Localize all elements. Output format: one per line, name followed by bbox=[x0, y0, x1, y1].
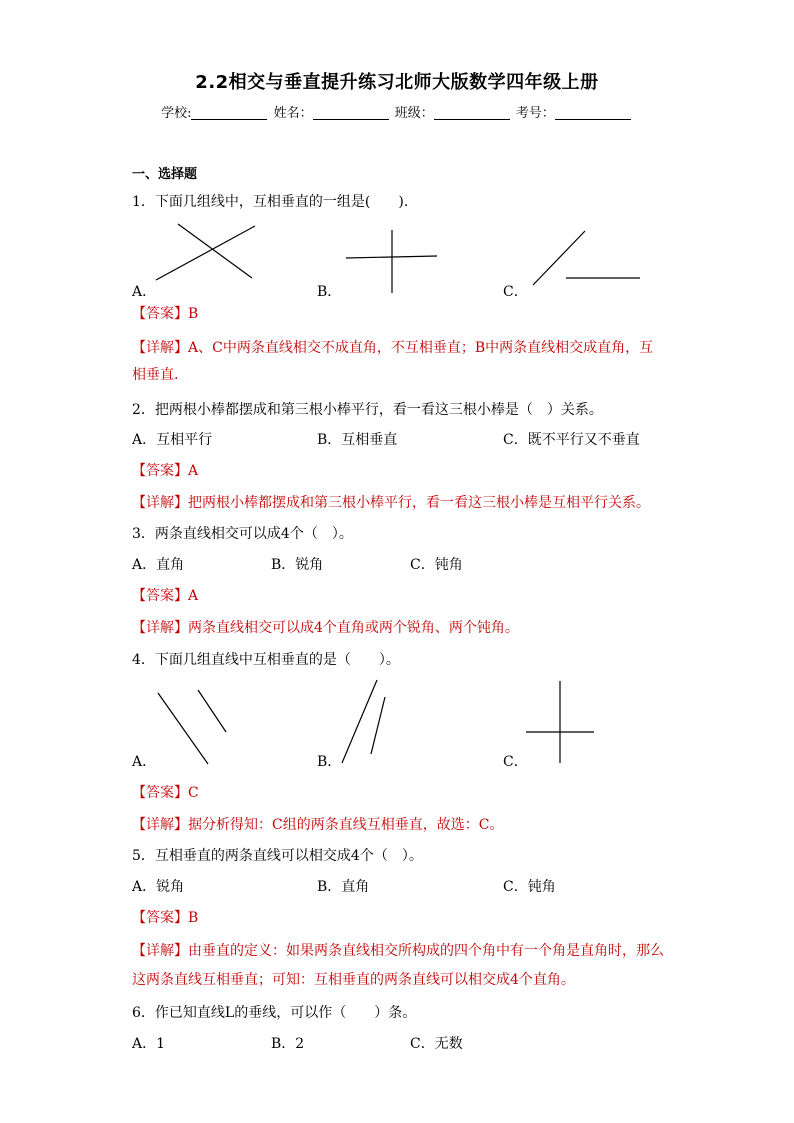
q4-a-line-2 bbox=[198, 690, 226, 732]
name-blank[interactable] bbox=[313, 105, 389, 120]
q2-detail bbox=[132, 493, 650, 513]
q3-stem: 3．两条直线相交可以成4个（ ）。 bbox=[132, 526, 353, 542]
q4-option-b[interactable]: B． bbox=[317, 754, 342, 770]
q3-detail bbox=[132, 618, 519, 638]
q2-answer-value: A bbox=[188, 463, 199, 479]
q3-option-c[interactable]: C．钝角 bbox=[410, 557, 463, 573]
q4-figure-a bbox=[150, 685, 235, 770]
page-title: 2.2相交与垂直提升练习北师大版数学四年级上册 bbox=[195, 72, 599, 93]
school-label: 学校: bbox=[161, 106, 192, 121]
q3-detail-tag: 【详解】 bbox=[132, 620, 188, 636]
q2-stem: 2．把两根小棒都摆成和第三根小棒平行，看一看这三根小棒是（ ）关系。 bbox=[132, 402, 603, 418]
class-blank[interactable] bbox=[434, 105, 510, 120]
q4-option-a[interactable]: A． bbox=[132, 754, 157, 770]
q2-answer bbox=[132, 461, 198, 481]
student-info-row bbox=[0, 102, 794, 121]
q1-figure-a bbox=[150, 220, 260, 285]
q5-detail-text-1: 由垂直的定义：如果两条直线相交所构成的四个角中有一个角是直角时，那么 bbox=[188, 943, 664, 959]
q5-option-a[interactable]: A．锐角 bbox=[132, 879, 185, 895]
q4-stem: 4．下面几组直线中互相垂直的是（ ）。 bbox=[132, 652, 400, 668]
q5-option-b[interactable]: B．直角 bbox=[317, 879, 370, 895]
q5-answer bbox=[132, 908, 198, 928]
exam-no-blank[interactable] bbox=[555, 105, 631, 120]
q5-detail-tag: 【详解】 bbox=[132, 943, 188, 959]
q1-detail-text-1: A、C中两条直线相交不成直角，不互相垂直；B中两条直线相交成直角，互 bbox=[188, 340, 654, 356]
q4-answer bbox=[132, 783, 199, 803]
q3-option-a[interactable]: A．直角 bbox=[132, 557, 185, 573]
q1-detail-line-1 bbox=[132, 338, 653, 358]
q1-answer bbox=[132, 304, 198, 324]
q2-option-c[interactable]: C．既不平行又不垂直 bbox=[503, 432, 640, 448]
q4-b-line-2 bbox=[371, 697, 385, 754]
q4-detail-tag: 【详解】 bbox=[132, 817, 188, 833]
q4-detail bbox=[132, 815, 503, 835]
q4-figure-b bbox=[335, 675, 395, 770]
q1-option-c[interactable]: C． bbox=[503, 284, 528, 300]
q1-detail-tag: 【详解】 bbox=[132, 340, 188, 356]
q1-option-b[interactable]: B． bbox=[317, 284, 342, 300]
q1-stem: 1．下面几组线中，互相垂直的一组是( ). bbox=[132, 194, 409, 210]
q5-detail-line-2: 这两条直线互相垂直；可知：互相垂直的两条直线可以相交成4个直角。 bbox=[132, 972, 575, 988]
q1-figure-b bbox=[340, 226, 440, 296]
q1-option-a[interactable]: A． bbox=[132, 284, 157, 300]
q3-answer-value: A bbox=[188, 588, 199, 604]
q1-c-slanted-line bbox=[533, 231, 585, 285]
q4-answer-value: C bbox=[188, 785, 199, 801]
q6-stem: 6．作已知直线L的垂线，可以作（ ）条。 bbox=[132, 1005, 417, 1021]
q6-option-b[interactable]: B．2 bbox=[271, 1036, 305, 1052]
q4-figure-c bbox=[520, 675, 600, 770]
q1-a-line-1 bbox=[178, 224, 252, 278]
q3-answer bbox=[132, 586, 198, 606]
section-heading: 一、选择题 bbox=[132, 167, 198, 182]
q1-answer-value: B bbox=[188, 306, 199, 322]
q1-figure-c bbox=[528, 226, 646, 291]
q4-answer-tag: 【答案】 bbox=[132, 785, 188, 801]
q1-detail-line-2: 相垂直. bbox=[132, 367, 179, 383]
q5-option-c[interactable]: C．钝角 bbox=[503, 879, 556, 895]
school-blank[interactable] bbox=[191, 105, 267, 120]
q1-answer-tag: 【答案】 bbox=[132, 306, 188, 322]
q3-answer-tag: 【答案】 bbox=[132, 588, 188, 604]
q2-option-b[interactable]: B．互相垂直 bbox=[317, 432, 398, 448]
q6-option-c[interactable]: C．无数 bbox=[410, 1036, 463, 1052]
q6-option-a[interactable]: A．1 bbox=[132, 1036, 166, 1052]
exam-no-label: 考号： bbox=[515, 106, 555, 121]
q3-detail-text: 两条直线相交可以成4个直角或两个锐角、两个钝角。 bbox=[188, 620, 519, 636]
q4-a-line-1 bbox=[158, 693, 208, 764]
q5-answer-value: B bbox=[188, 910, 199, 926]
q5-detail-line-1 bbox=[132, 941, 664, 961]
q1-a-line-2 bbox=[156, 226, 255, 280]
q4-option-c[interactable]: C． bbox=[503, 754, 528, 770]
q2-detail-tag: 【详解】 bbox=[132, 495, 188, 511]
q3-option-b[interactable]: B．锐角 bbox=[271, 557, 324, 573]
q2-detail-text: 把两根小棒都摆成和第三根小棒平行，看一看这三根小棒是互相平行关系。 bbox=[188, 495, 650, 511]
class-label: 班级： bbox=[394, 106, 434, 121]
q5-answer-tag: 【答案】 bbox=[132, 910, 188, 926]
q4-detail-text: 据分析得知：C组的两条直线互相垂直，故选：C。 bbox=[188, 817, 504, 833]
q2-option-a[interactable]: A．互相平行 bbox=[132, 432, 213, 448]
q5-stem: 5．互相垂直的两条直线可以相交成4个（ ）。 bbox=[132, 848, 423, 864]
q2-answer-tag: 【答案】 bbox=[132, 463, 188, 479]
name-label: 姓名： bbox=[273, 106, 313, 121]
